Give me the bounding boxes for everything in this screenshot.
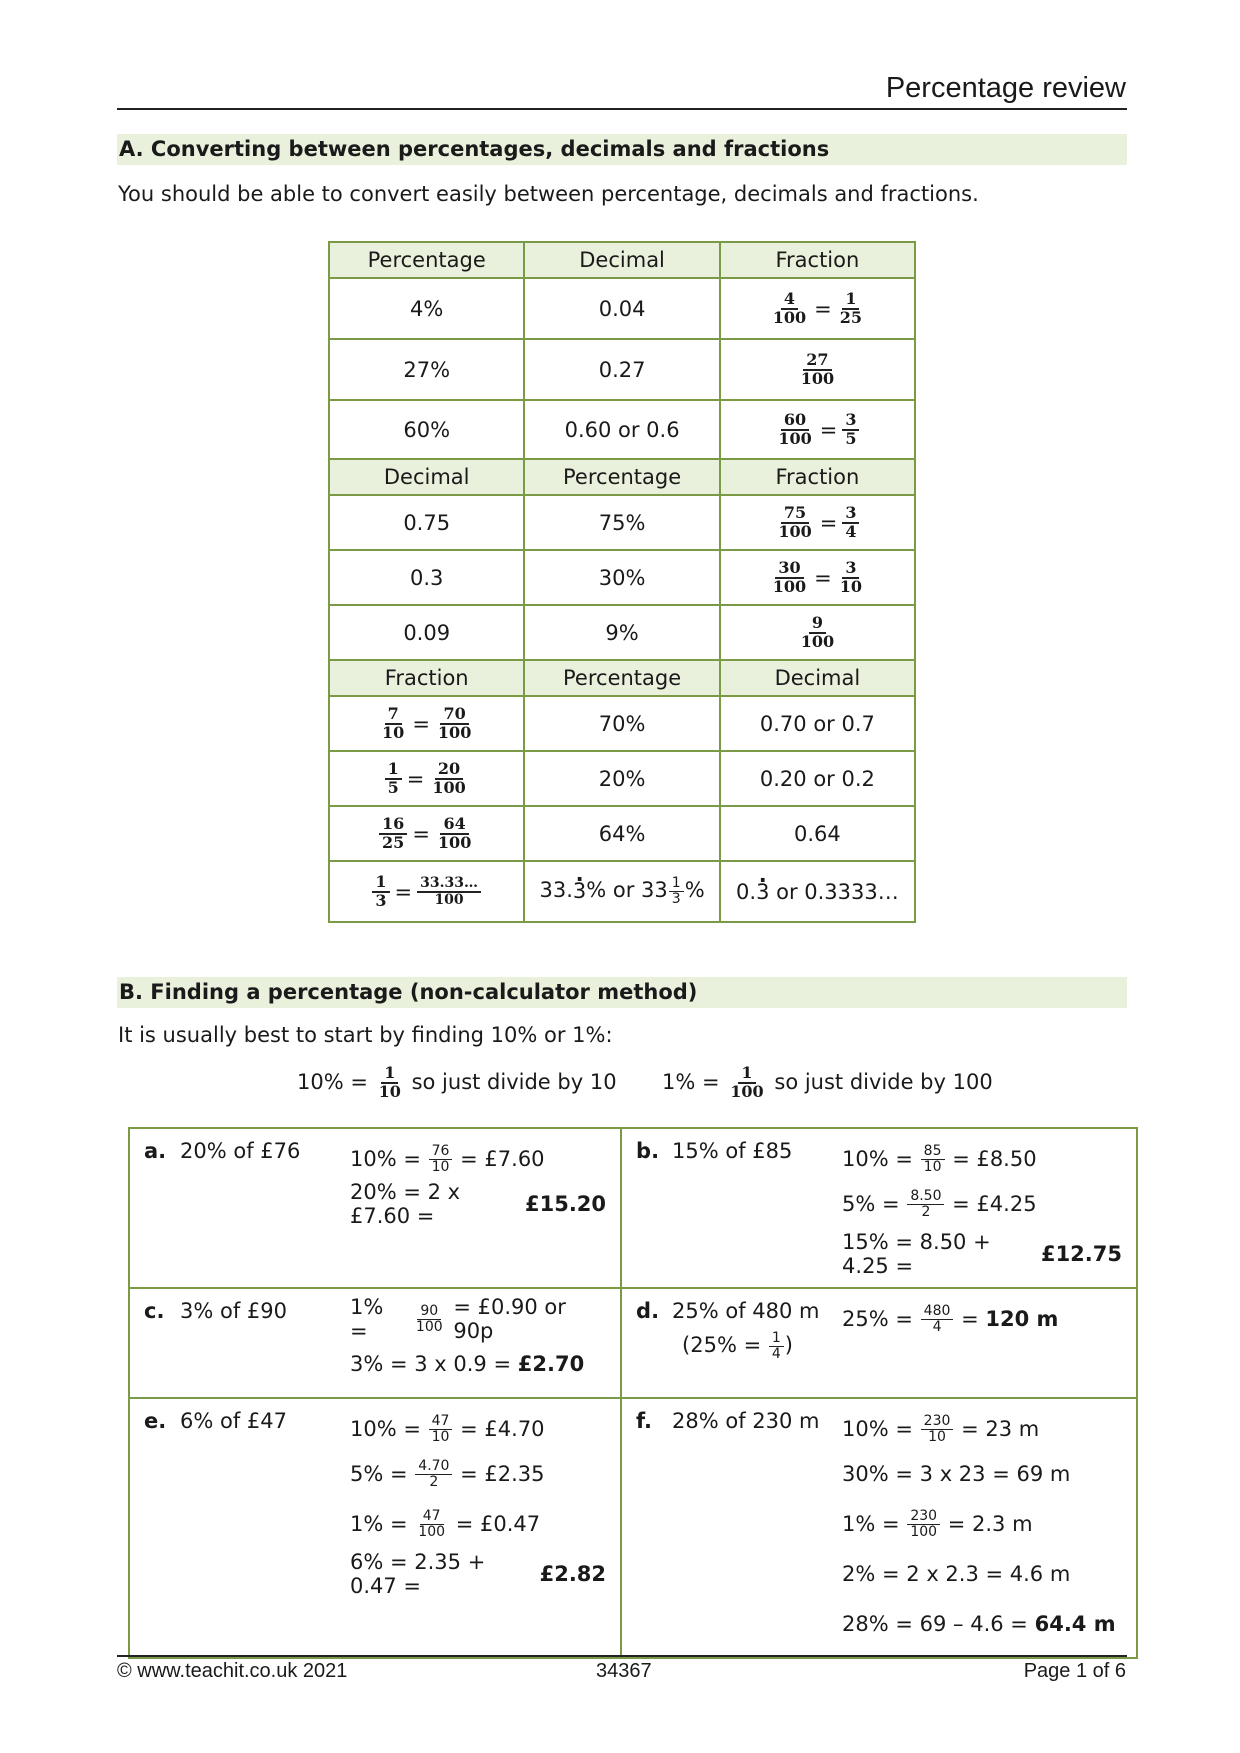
numerator: 4	[781, 291, 798, 310]
table-header-row	[329, 660, 915, 696]
table-row	[329, 696, 915, 751]
denominator: 100	[418, 1523, 446, 1540]
recurring-text: or 0.3333…	[769, 879, 899, 904]
table-cell: 0.20 or 0.2	[720, 751, 915, 806]
example-working	[842, 1299, 1122, 1361]
table-header-cell: Decimal	[524, 242, 719, 278]
working-text: 28% = 69 – 4.6 =	[842, 1612, 1028, 1636]
page-header-title: Percentage review	[885, 72, 1126, 104]
example-question: 3% of £90	[180, 1299, 287, 1323]
working-text: = £7.60	[460, 1147, 545, 1171]
numerator: 47	[420, 1509, 444, 1525]
numerator: 230	[921, 1414, 954, 1430]
table-row	[329, 495, 915, 550]
table-cell: 0.64	[720, 806, 915, 861]
table-cell	[720, 605, 915, 660]
answer: 120 m	[985, 1307, 1059, 1331]
table-row	[329, 806, 915, 861]
denominator: 3	[671, 891, 681, 907]
table-header-cell: Percentage	[329, 242, 524, 278]
denominator: 2	[921, 1203, 931, 1220]
example-working	[350, 1295, 606, 1389]
section-b-title: B. Finding a percentage (non-calculator method)	[117, 977, 1127, 1008]
working-text: 5% =	[842, 1192, 900, 1216]
section-b-intro: It is usually best to start by finding 10% or 1%:	[118, 1023, 613, 1047]
table-cell: $\frac{75}{100}$ = $\frac{3}{4}$	[720, 495, 915, 550]
table-cell	[524, 861, 719, 922]
example-label: a.	[144, 1139, 167, 1163]
numerator: 1	[669, 876, 684, 892]
table-cell: 4%	[329, 278, 524, 339]
example-label: f.	[636, 1409, 652, 1433]
working-text: =	[961, 1307, 979, 1331]
question-hint: (25% =	[682, 1333, 762, 1358]
example-f	[621, 1398, 1137, 1658]
table-header-cell: Decimal	[720, 660, 915, 696]
denominator: 100	[437, 832, 472, 852]
numerator: 64	[440, 816, 468, 835]
denominator: 25	[839, 307, 863, 327]
header-rule	[117, 108, 1127, 110]
working-text: 1% =	[842, 1512, 900, 1536]
table-cell: 0.75	[329, 495, 524, 550]
table-cell: 20%	[524, 751, 719, 806]
numerator: 3	[842, 505, 859, 524]
working-text: 2% = 2 x 2.3 = 4.6 m	[842, 1562, 1071, 1586]
working-text: = £8.50	[952, 1147, 1037, 1171]
answer: £15.20	[524, 1192, 607, 1216]
table-cell: $\frac{1}{3}$ = $\frac{33.33\dots}{100}$	[329, 861, 524, 922]
table-header-cell: Fraction	[329, 660, 524, 696]
numerator: 1	[842, 291, 859, 310]
example-a	[129, 1128, 621, 1288]
denominator: 100	[432, 777, 466, 797]
footer-rule	[117, 1655, 1127, 1657]
numerator: 85	[921, 1144, 945, 1160]
percent-sign: %	[684, 878, 705, 903]
denominator: 100	[778, 428, 812, 448]
working-text: 10% =	[350, 1147, 421, 1171]
example-label: b.	[636, 1139, 660, 1163]
example-question: 20% of £76	[180, 1139, 301, 1163]
table-cell: $\frac{60}{100}$ = $\frac{3}{5}$	[720, 400, 915, 459]
table-row	[129, 1128, 1137, 1288]
numerator: 27	[803, 352, 831, 371]
answer: £2.82	[539, 1562, 607, 1586]
working-text: 10% =	[842, 1147, 913, 1171]
table-header-row	[329, 459, 915, 495]
example-e	[129, 1398, 621, 1658]
working-text: = £4.25	[952, 1192, 1037, 1216]
denominator: 25	[382, 832, 405, 852]
numerator: 1	[385, 761, 402, 780]
table-row	[329, 339, 915, 400]
working-text: 3% = 3 x 0.9 =	[350, 1352, 512, 1376]
example-question: 15% of £85	[672, 1139, 793, 1163]
denominator: 100	[730, 1081, 764, 1101]
numerator: 480	[921, 1304, 954, 1320]
working-text: 10% =	[842, 1417, 913, 1441]
table-cell: $\frac{4}{100}$ = $\frac{1}{25}$	[720, 278, 915, 339]
table-cell: 60%	[329, 400, 524, 459]
answer: £12.75	[1040, 1242, 1122, 1266]
table-cell: 0.27	[524, 339, 719, 400]
working-text: 30% = 3 x 23 = 69 m	[842, 1462, 1071, 1486]
table-cell: 0.3	[329, 550, 524, 605]
example-question: 28% of 230 m	[672, 1409, 820, 1433]
denominator: 10	[378, 1081, 401, 1101]
question-hint: )	[784, 1333, 793, 1358]
formula-ten-percent	[297, 1065, 617, 1101]
recurring-digit: . 3	[573, 879, 586, 903]
table-cell: 9%	[524, 605, 719, 660]
denominator: 10	[382, 722, 405, 742]
numerator: 60	[781, 412, 809, 431]
formula-text: so just divide by 10	[411, 1069, 617, 1094]
table-cell: 70%	[524, 696, 719, 751]
table-cell: 27%	[329, 339, 524, 400]
denominator: 4	[771, 1345, 781, 1362]
example-working	[350, 1139, 606, 1229]
working-text: 1% =	[350, 1512, 408, 1536]
numerator: 1	[381, 1065, 398, 1084]
numerator: 9	[809, 615, 826, 634]
numerator: 70	[440, 706, 468, 725]
table-cell	[720, 339, 915, 400]
table-row	[329, 278, 915, 339]
denominator: 100	[800, 631, 835, 651]
working-text: = £2.35	[460, 1462, 545, 1486]
working-text: 5% =	[350, 1462, 408, 1486]
example-label: c.	[144, 1299, 165, 1323]
formula-text: so just divide by 100	[774, 1069, 993, 1094]
table-header-cell: Fraction	[720, 242, 915, 278]
working-text: 25% =	[842, 1307, 913, 1331]
formula-text: 10% =	[297, 1069, 368, 1094]
table-row	[129, 1398, 1137, 1658]
formula-one-percent	[662, 1065, 993, 1101]
table-cell: 0.70 or 0.7	[720, 696, 915, 751]
denominator: 2	[429, 1473, 439, 1490]
example-d	[621, 1288, 1137, 1398]
section-a-title: A. Converting between percentages, decimals and fractions	[117, 134, 1127, 165]
footer-page-number: Page 1 of 6	[1023, 1660, 1126, 1682]
numerator: 30	[775, 560, 803, 579]
recurring-text: % or 33	[586, 878, 668, 903]
table-cell: 0.04	[524, 278, 719, 339]
table-cell: 30%	[524, 550, 719, 605]
working-text: 1% =	[350, 1295, 384, 1343]
table-cell: 0.60 or 0.6	[524, 400, 719, 459]
working-text: = 23 m	[961, 1417, 1040, 1441]
recurring-digit: . 3	[756, 880, 769, 904]
conversion-table	[328, 241, 916, 923]
numerator: 4.70	[415, 1459, 452, 1475]
denominator: 100	[778, 521, 812, 541]
table-cell: 75%	[524, 495, 719, 550]
denominator: 100	[415, 1318, 443, 1335]
example-label: e.	[144, 1409, 167, 1433]
table-cell: $\frac{7}{10}$ = $\frac{70}{100}$	[329, 696, 524, 751]
numerator: 47	[429, 1414, 453, 1430]
table-row	[129, 1288, 1137, 1398]
example-b	[621, 1128, 1137, 1288]
footer-code: 34367	[596, 1660, 652, 1682]
table-cell: $\frac{16}{25}$ = $\frac{64}{100}$	[329, 806, 524, 861]
example-question: 6% of £47	[180, 1409, 287, 1433]
numerator: 7	[385, 706, 402, 725]
denominator: 3	[375, 890, 387, 910]
table-row	[329, 605, 915, 660]
denominator: 5	[845, 428, 857, 448]
table-cell	[720, 861, 915, 922]
denominator: 10	[431, 1428, 450, 1445]
formula-text: 1% =	[662, 1069, 720, 1094]
answer: £2.70	[517, 1352, 585, 1376]
recurring-text: 33.	[539, 878, 573, 903]
table-row	[329, 550, 915, 605]
denominator: 100	[437, 722, 472, 742]
example-working	[842, 1139, 1122, 1279]
denominator: 100	[910, 1523, 938, 1540]
footer-copyright: © www.teachit.co.uk 2021	[117, 1660, 348, 1682]
table-row	[329, 861, 915, 922]
table-header-row	[329, 242, 915, 278]
example-label: d.	[636, 1299, 660, 1323]
working-text: = 2.3 m	[947, 1512, 1033, 1536]
denominator: 10	[923, 1158, 942, 1175]
example-question	[672, 1299, 842, 1361]
numerator: 1	[372, 874, 389, 893]
denominator: 5	[387, 777, 399, 797]
table-header-cell: Percentage	[524, 660, 719, 696]
working-text: 10% =	[350, 1417, 421, 1441]
denominator: 4	[932, 1318, 942, 1335]
numerator: 33.33…	[417, 876, 481, 893]
recurring-text: 0.	[736, 879, 757, 904]
table-cell: 64%	[524, 806, 719, 861]
numerator: 3	[842, 412, 859, 431]
denominator: 10	[839, 576, 863, 596]
denominator: 10	[431, 1158, 450, 1175]
working-text: 15% = 8.50 + 4.25 =	[842, 1230, 991, 1278]
numerator: 8.50	[907, 1189, 944, 1205]
table-cell: $\frac{1}{5}$ = $\frac{20}{100}$	[329, 751, 524, 806]
denominator: 100	[772, 307, 807, 327]
numerator: 75	[781, 505, 809, 524]
numerator: 90	[417, 1304, 441, 1320]
example-working	[350, 1409, 606, 1599]
denominator: 100	[434, 891, 464, 908]
numerator: 20	[435, 761, 463, 780]
working-text: = £0.90 or 90p	[453, 1295, 566, 1343]
example-c	[129, 1288, 621, 1398]
working-text: 20% = 2 x £7.60 =	[350, 1180, 461, 1228]
table-cell: $\frac{30}{100}$ = $\frac{3}{10}$	[720, 550, 915, 605]
answer: 64.4 m	[1034, 1612, 1116, 1636]
numerator: 76	[429, 1144, 453, 1160]
denominator: 100	[772, 576, 807, 596]
table-row	[329, 751, 915, 806]
working-text: = £0.47	[455, 1512, 541, 1536]
question-text: 25% of 480 m	[672, 1299, 820, 1323]
table-header-cell: Percentage	[524, 459, 719, 495]
denominator: 4	[845, 521, 857, 541]
table-row	[329, 400, 915, 459]
denominator: 10	[928, 1428, 946, 1445]
examples-table	[128, 1127, 1138, 1659]
example-working	[842, 1409, 1122, 1649]
numerator: 16	[379, 816, 407, 835]
table-cell: 0.09	[329, 605, 524, 660]
numerator: 3	[842, 560, 859, 579]
table-header-cell: Fraction	[720, 459, 915, 495]
numerator: 1	[738, 1065, 755, 1084]
denominator: 100	[800, 368, 835, 388]
numerator: 1	[769, 1331, 784, 1347]
section-a-intro: You should be able to convert easily between percentage, decimals and fractions.	[118, 182, 979, 206]
numerator: 230	[907, 1509, 940, 1525]
working-text: = £4.70	[460, 1417, 545, 1441]
table-header-cell: Decimal	[329, 459, 524, 495]
working-text: 6% = 2.35 + 0.47 =	[350, 1550, 486, 1598]
